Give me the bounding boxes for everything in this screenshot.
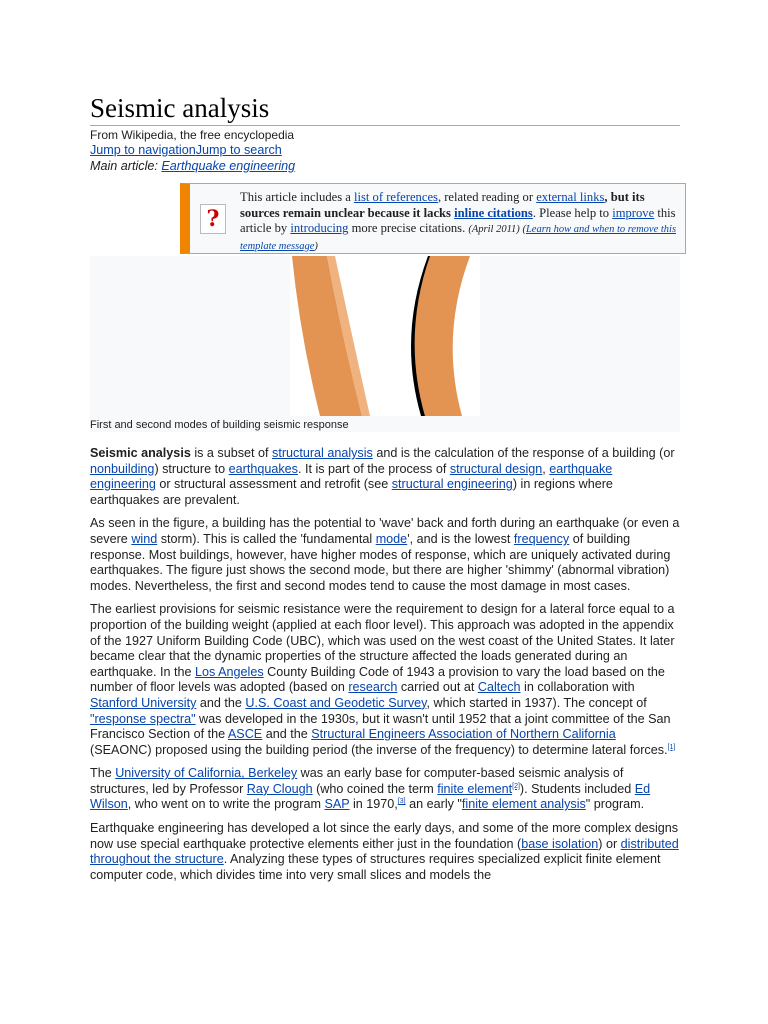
frequency-link[interactable]: frequency [513, 531, 570, 546]
distributed-structure-link[interactable]: distributed throughout the structure [90, 836, 679, 867]
question-mark-icon: ? [200, 204, 226, 234]
seaonc-link[interactable]: Structural Engineers Association of Northern California [311, 727, 616, 742]
ray-clough-link[interactable]: Ray Clough [246, 781, 313, 796]
uc-berkeley-link[interactable]: University of California, Berkeley [115, 766, 298, 781]
caltech-link[interactable]: Caltech [477, 680, 521, 695]
learn-how-link[interactable]: Learn how and when to remove this template message [240, 224, 677, 252]
asce-link[interactable]: ASCE [227, 727, 263, 742]
structural-analysis-link[interactable]: structural analysis [272, 446, 373, 460]
list-of-references-link[interactable]: list of references [354, 190, 438, 204]
stanford-university-link[interactable]: Stanford University [90, 695, 197, 710]
main-article-hatnote: Main article: Earthquake engineering [90, 159, 296, 173]
improve-link[interactable]: improve [612, 205, 655, 220]
paragraph-modern: Earthquake engineering has developed a lot since the early days, and some of the more complex designs now use special earthquake protective elements either just in the foundation (base isolation) or distributed throughout the structure. Analyzing these types of structures requires specialized explicit finite element computer code, which divides time into very small slices and models the [90, 821, 679, 882]
paragraph-modes: As seen in the figure, a building has the potential to 'wave' back and forth during an earthquake (or even a severe wind storm). This is called the 'fundamental mode', and is the lowest frequency of building response. Most buildings, however, have higher modes of response, which are uniquely activated during earthquakes. The figure just shows the second mode, but there are higher 'shimmy' (abnormal vibration) modes. Nevertheless, the first and second modes tend to cause the most damage in most cases. [90, 516, 680, 593]
page-title: Seismic analysis [90, 93, 270, 123]
response-spectra-link[interactable]: "response spectra" [90, 711, 196, 726]
reference-1-link[interactable]: [1] [667, 743, 676, 751]
title-divider [90, 125, 680, 126]
structural-design-link[interactable]: structural design [449, 461, 543, 476]
research-link[interactable]: research [348, 680, 398, 695]
figure-caption: First and second modes of building seismic response [90, 419, 349, 431]
external-links-link[interactable]: external links [536, 190, 605, 204]
finite-element-analysis-link[interactable]: finite element analysis [461, 797, 586, 812]
base-isolation-link[interactable]: base isolation [521, 836, 599, 851]
jump-to-search-link[interactable]: Jump to search [195, 143, 282, 157]
paragraph-berkeley: The University of California, Berkeley was an early base for computer-based seismic analysis of structures, led by Professor Ray Clough (who coined the term finite element[2]). Students included Ed Wilson, who went on to write the program SAP in 1970,[3] an early "finite element analysis" program. [90, 766, 651, 812]
reference-2-link[interactable]: [2] [512, 782, 520, 790]
sap-link[interactable]: SAP [324, 797, 350, 812]
earthquake-engineering-link[interactable]: earthquake engineering [90, 461, 613, 492]
mode-link[interactable]: mode [375, 531, 408, 546]
coast-geodetic-survey-link[interactable]: U.S. Coast and Geodetic Survey [245, 695, 427, 710]
paragraph-history: The earliest provisions for seismic resistance were the requirement to design for a lateral force equal to a proportion of the building weight (applied at each floor level). This approach was adopted in the appendix of the 1927 Uniform Building Code (UBC), which was used on the west coast of the United States. It later became clear that the dynamic properties of the structure affected the loads generated during an earthquake. In the Los Angeles County Building Code of 1943 a provision to vary the load based on the number of floor levels was adopted (based on research carried out at Caltech in collaboration with Stanford University and the U.S. Coast and Geodetic Survey, which started in 1937). The concept of "response spectra" was developed in the 1930s, but it wasn't until 1952 that a joint committee of the San Francisco Section of the ASCE and the Structural Engineers Association of Northern California (SEAONC) proposed using the building period (the inverse of the frequency) to determine lateral forces.[1] [90, 602, 676, 757]
inline-citations-link[interactable]: inline citations [454, 205, 533, 220]
paragraph-intro: Seismic analysis is a subset of structural analysis and is the calculation of the response of a building (or nonbuilding) structure to earthquakes. It is part of the process of structural design, earthquake engineering or structural assessment and retrofit (see structural engineering) in regions where earthquakes are prevalent. [90, 446, 675, 507]
jump-to-navigation-link[interactable]: Jump to navigation [90, 143, 196, 157]
notice-text: This article includes a list of references, related reading or external links, but its sources remain unclear because it lacks inline citations. Please help to improve this article by introducing more precise citations. (April 2011) (Learn how and when to remove this template message) [240, 190, 677, 252]
los-angeles-link[interactable]: Los Angeles [195, 664, 264, 679]
refimprove-notice [180, 183, 686, 254]
building-modes-figure [90, 256, 680, 432]
jump-links [90, 143, 282, 158]
ed-wilson-link[interactable]: Ed Wilson [90, 781, 651, 812]
structural-engineering-link[interactable]: structural engineering [391, 477, 513, 492]
building-modes-illustration [290, 256, 480, 416]
site-subtitle: From Wikipedia, the free encyclopedia [90, 128, 295, 142]
nonbuilding-link[interactable]: nonbuilding [90, 461, 155, 476]
main-article-link[interactable]: Earthquake engineering [161, 159, 296, 173]
earthquakes-link[interactable]: earthquakes [228, 461, 298, 476]
finite-element-link[interactable]: finite element [437, 781, 513, 796]
reference-3-link[interactable]: [3] [397, 798, 406, 806]
wind-link[interactable]: wind [131, 531, 158, 546]
introducing-link[interactable]: introducing [290, 221, 349, 235]
article-body [90, 446, 680, 891]
